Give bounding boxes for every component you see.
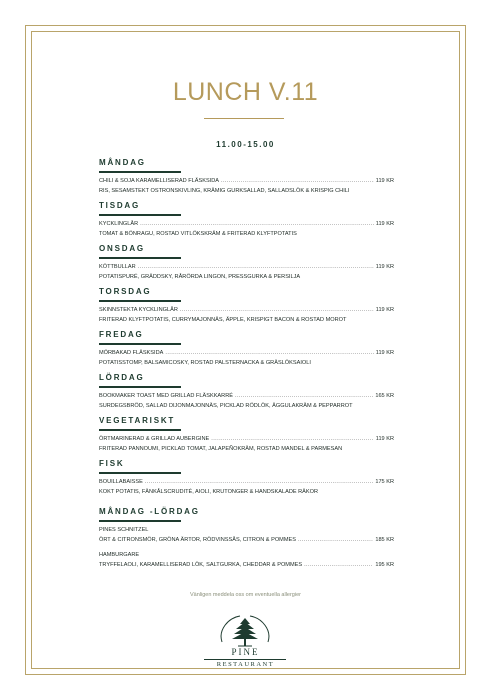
section-heading: LÖRDAG	[99, 373, 145, 382]
section-heading: MÅNDAG	[99, 158, 146, 167]
section-mandag-lordag	[99, 506, 394, 569]
dish-name: BOUILLABAISSE	[99, 479, 143, 485]
dish-name: SKINNSTEKTA KYCKLINGLÅR	[99, 307, 178, 313]
dish-description: FRITERAD PANNOUMI, PICKLAD TOMAT, JALAPEÑOKRÄM, ROSTAD MANDEL & PARMESAN	[99, 446, 343, 452]
dish-price: 119 KR	[375, 221, 394, 227]
logo-subtitle: RESTAURANT	[216, 661, 275, 668]
dish-line	[99, 393, 394, 400]
dot-leader	[211, 436, 374, 443]
section-heading: FREDAG	[99, 330, 144, 339]
dot-leader	[138, 264, 374, 271]
section-onsdag	[99, 243, 394, 281]
dish-price: 119 KR	[375, 307, 394, 313]
dish-line	[99, 436, 394, 443]
dish-name: CHILI & SOJA KARAMELLISERAD FLÄSKSIDA	[99, 178, 219, 184]
dish-description: POTATISSTOMP, BALSAMICOSKY, ROSTAD PALSTERNACKA & GRÄSLÖKSAIOLI	[99, 360, 311, 366]
dot-leader	[298, 537, 373, 544]
section-lördag	[99, 372, 394, 410]
section-fisk	[99, 458, 394, 496]
menu-item-hamburgare	[99, 552, 394, 569]
dish-description: KOKT POTATIS, FÄNKÅLSCRUDITÉ, AIOLI, KRUTONGER & HANDSKALADE RÄKOR	[99, 489, 319, 495]
dish-description: RIS, SESAMSTEKT OSTRONSKIVLING, KRÄMIG GURKSALLAD, SALLADSLÖK & KRISPIG CHILI	[99, 188, 350, 194]
section-divider	[99, 257, 181, 259]
dish-price: 165 KR	[375, 393, 394, 399]
section-fredag	[99, 329, 394, 367]
dish-detail: TRYFFELAOLI, KARAMELLISERAD LÖK, SALTGURKA, CHEDDAR & POMMES	[99, 562, 303, 568]
dish-description: SURDEGSBRÖD, SALLAD DIJONMAJONNÄS, PICKLAD RÖDLÖK, ÄGGULAKRÄM & PEPPARROT	[99, 403, 353, 409]
section-divider	[99, 171, 181, 173]
menu-content	[99, 157, 394, 574]
section-divider	[99, 386, 181, 388]
section-heading: VEGETARISKT	[99, 416, 176, 425]
dot-leader	[165, 350, 373, 357]
dish-line	[99, 264, 394, 271]
dish-price: 175 KR	[375, 479, 394, 485]
dish-line	[99, 479, 394, 486]
dish-price: 119 KR	[375, 350, 394, 356]
dish-price: 195 KR	[375, 562, 394, 568]
section-heading: MÅNDAG -LÖRDAG	[99, 507, 200, 516]
section-tisdag	[99, 200, 394, 238]
section-heading: ONSDAG	[99, 244, 145, 253]
dish-line	[99, 562, 394, 569]
dish-name: KÖTTBULLAR	[99, 264, 136, 270]
dish-description: FRITERAD KLYFTPOTATIS, CURRYMAJONNÄS, ÄPPLE, KRISPIGT BACON & ROSTAD MOROT	[99, 317, 347, 323]
section-divider	[99, 429, 181, 431]
logo-name: PINE	[231, 647, 260, 657]
dish-name: KYCKLINGLÅR	[99, 221, 139, 227]
daily-sections	[99, 157, 394, 496]
spacer	[99, 544, 394, 549]
serving-hours: 11.00-15.00	[216, 140, 275, 149]
section-heading: TORSDAG	[99, 287, 152, 296]
dish-price: 119 KR	[375, 264, 394, 270]
dish-name: HAMBURGARE	[99, 552, 140, 558]
section-heading: FISK	[99, 459, 125, 468]
allergy-note: Vänligen meddela oss om eventuella allergier	[190, 592, 301, 598]
menu-title: LUNCH V.11	[172, 78, 319, 106]
section-heading: TISDAG	[99, 201, 141, 210]
dot-leader	[180, 307, 374, 314]
dish-line	[99, 307, 394, 314]
dish-line	[99, 537, 394, 544]
dot-leader	[145, 479, 373, 486]
section-vegetariskt	[99, 415, 394, 453]
dish-name: BOOKMAKER TOAST MED GRILLAD FLÄSKKARRÉ	[99, 393, 233, 399]
dish-description: TOMAT & BÖNRAGU, ROSTAD VITLÖKSKRÄM & FRITERAD KLYFTPOTATIS	[99, 231, 297, 237]
section-divider	[99, 300, 181, 302]
dish-name: MÖRBAKAD FLÄSKSIDA	[99, 350, 164, 356]
dish-line	[99, 221, 394, 228]
dot-leader	[235, 393, 373, 400]
section-divider	[99, 520, 181, 522]
section-divider	[99, 472, 181, 474]
dish-price: 119 KR	[375, 178, 394, 184]
section-torsdag	[99, 286, 394, 324]
dot-leader	[304, 562, 373, 569]
section-måndag	[99, 157, 394, 195]
logo-divider	[204, 659, 286, 660]
dish-line	[99, 350, 394, 357]
section-divider	[99, 214, 181, 216]
dish-name: PINES SCHNITZEL	[99, 527, 149, 533]
dish-price: 119 KR	[375, 436, 394, 442]
dish-price: 185 KR	[375, 537, 394, 543]
title-divider	[204, 118, 284, 119]
dot-leader	[221, 178, 374, 185]
section-divider	[99, 343, 181, 345]
menu-item-schnitzel	[99, 527, 394, 544]
dot-leader	[140, 221, 374, 228]
dish-line	[99, 178, 394, 185]
dish-description: POTATISPURÉ, GRÄDDSKY, RÅRÖRDA LINGON, PRESSGURKA & PERSILJA	[99, 274, 301, 280]
dish-name: ÖRTMARINERAD & GRILLAD AUBERGINE	[99, 436, 210, 442]
dish-detail: ÖRT & CITRONSMÖR, GRÖNA ÄRTOR, RÖDVINSSÅS, CITRON & POMMES	[99, 537, 296, 543]
